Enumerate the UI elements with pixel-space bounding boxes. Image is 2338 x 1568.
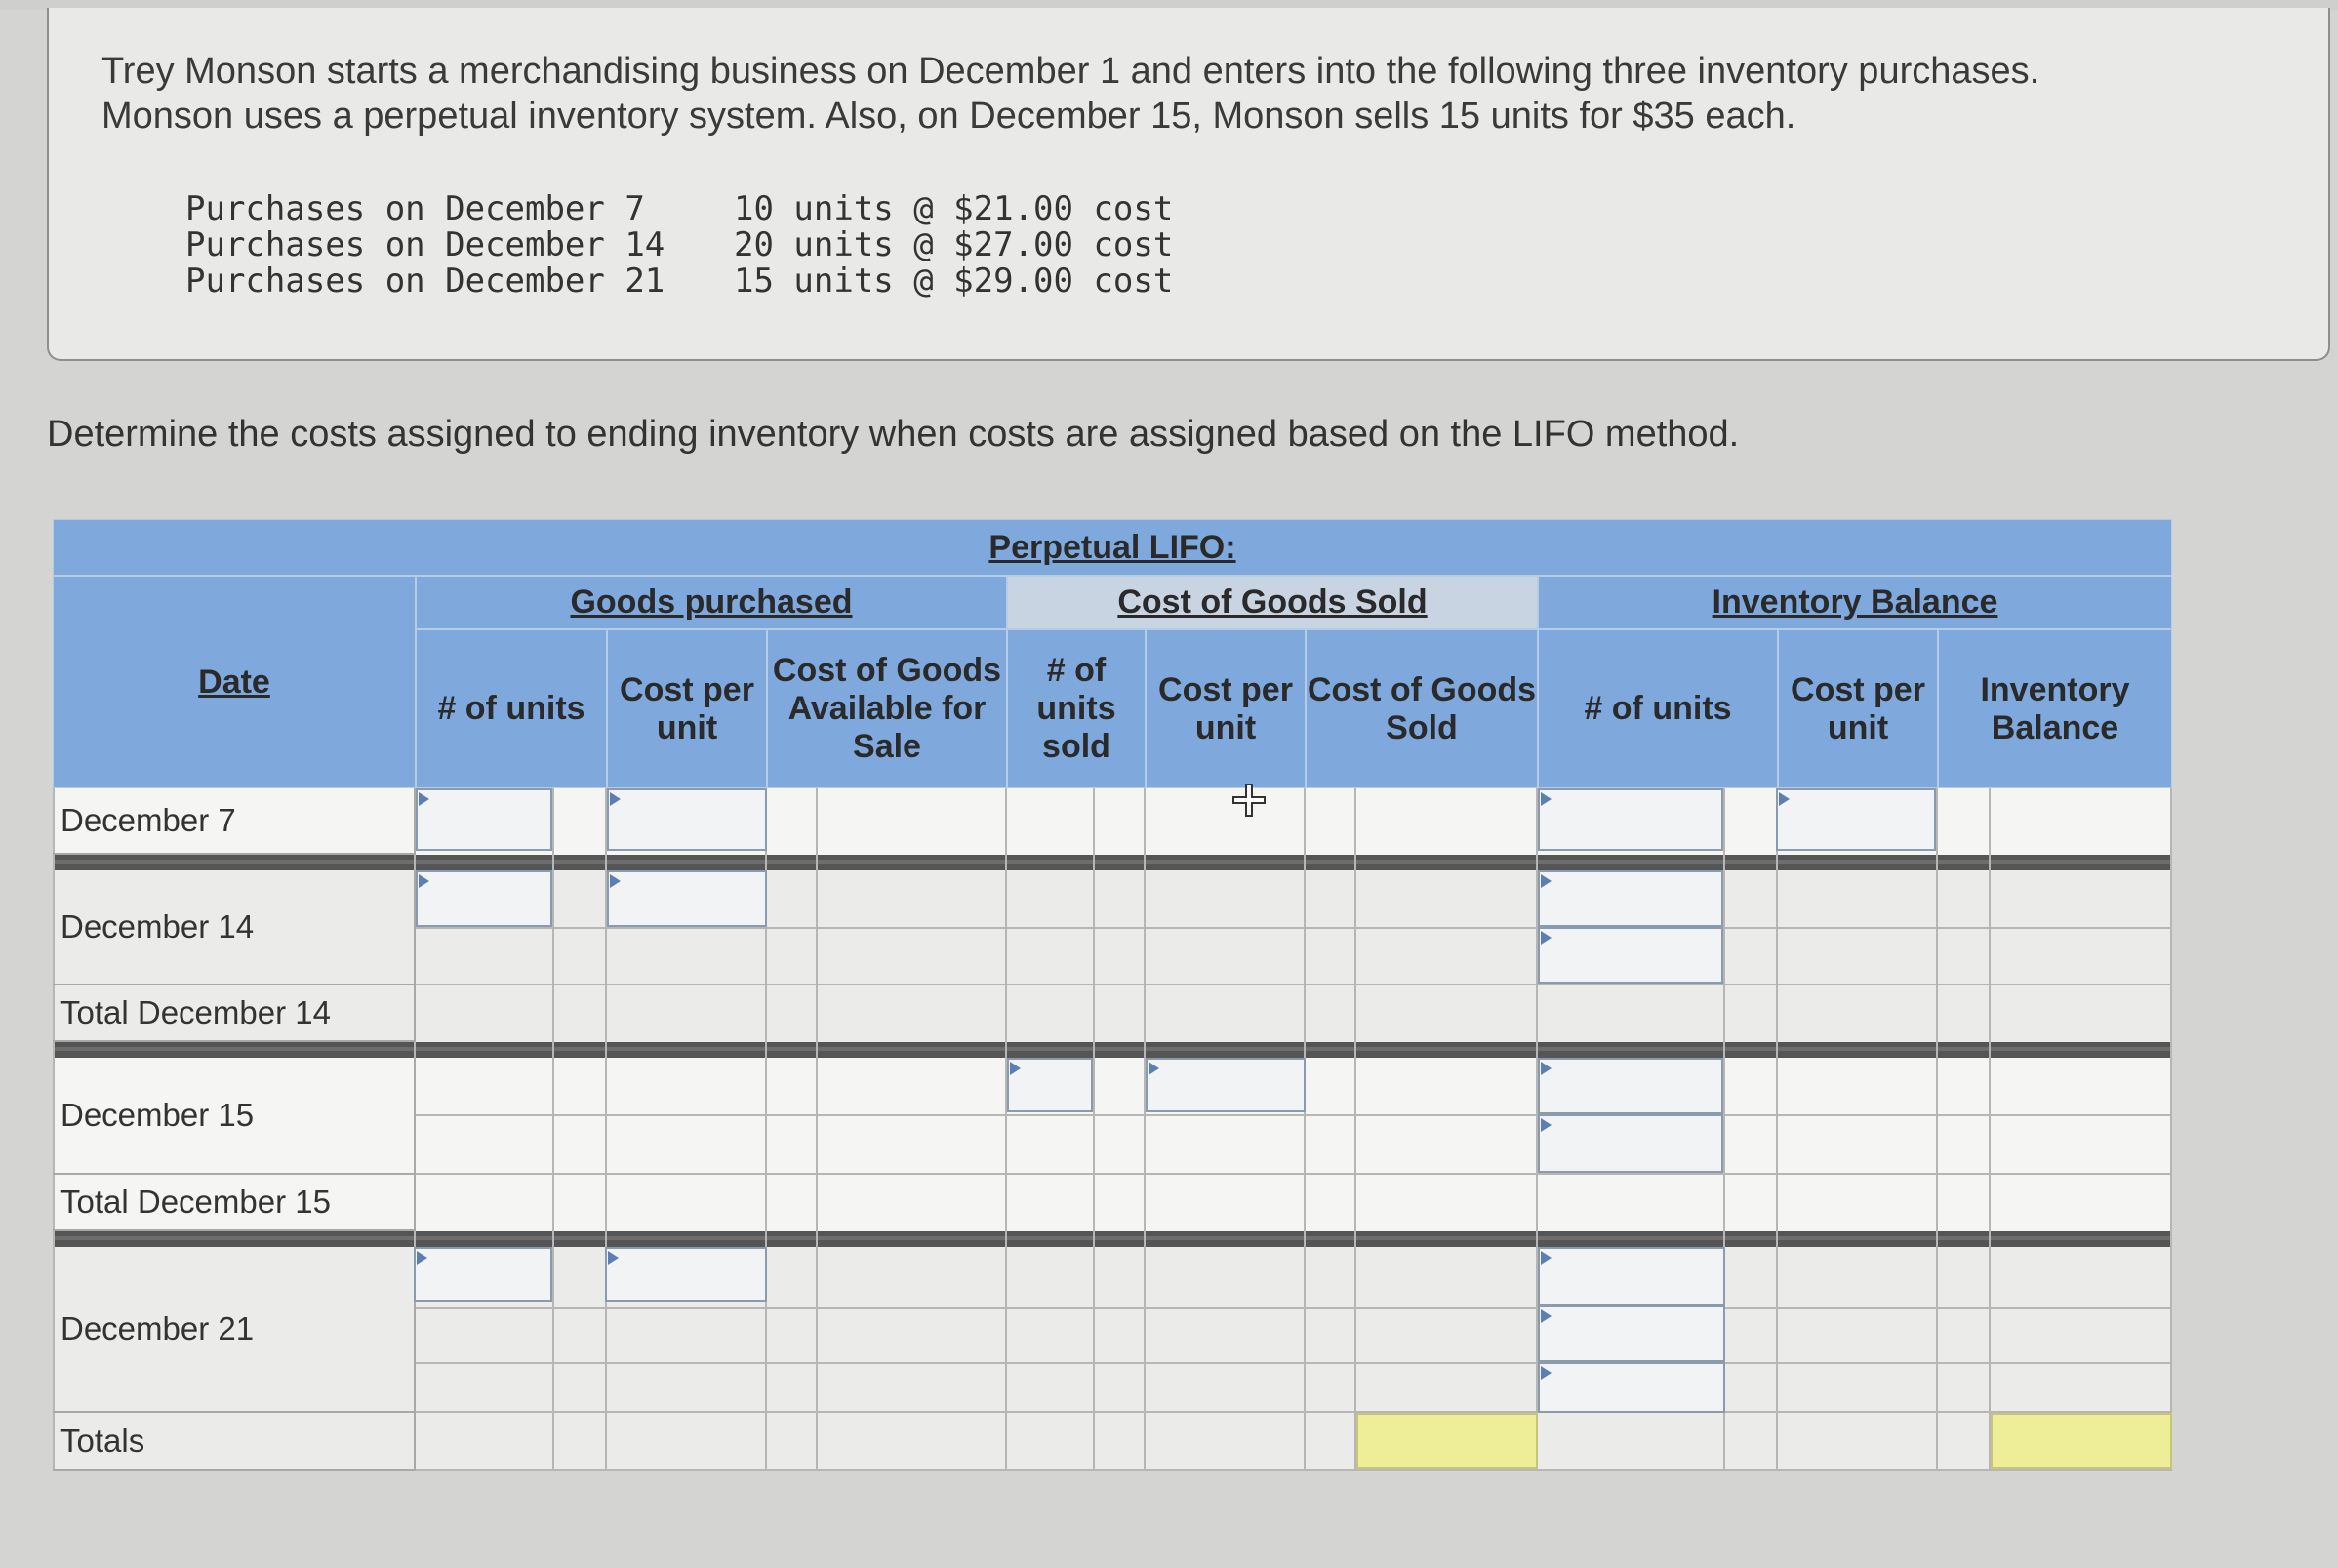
header-cogs-cost: Cost per unit bbox=[1146, 629, 1306, 788]
total-inventory-balance-cell[interactable] bbox=[1991, 1413, 2172, 1469]
section-separator bbox=[53, 1231, 2172, 1247]
row-label-dec7: December 7 bbox=[53, 788, 416, 855]
section-separator bbox=[53, 1042, 2172, 1058]
purchase-row bbox=[185, 191, 1173, 227]
row-label-total-dec14: Total December 14 bbox=[53, 985, 416, 1042]
input-dec15-balance-units-2[interactable] bbox=[1538, 1114, 1723, 1173]
grid-line bbox=[2170, 788, 2172, 1471]
worksheet-title: Perpetual LIFO: bbox=[988, 528, 1236, 566]
problem-line-1: Trey Monson starts a merchandising business on December 1 and enters into the following three inventory purchases. bbox=[101, 51, 2040, 92]
purchase-detail: 10 units @ $21.00 cost bbox=[734, 189, 1174, 228]
grid-line bbox=[1304, 788, 1306, 1471]
header-ib-cost: Cost per unit bbox=[1778, 629, 1938, 788]
grid-line bbox=[1776, 788, 1778, 1471]
input-dec21-purchased-units[interactable] bbox=[414, 1247, 552, 1302]
row-label-dec15: December 15 bbox=[53, 1058, 416, 1175]
input-dec7-balance-units[interactable] bbox=[1538, 788, 1723, 851]
row-label-totals: Totals bbox=[53, 1413, 416, 1471]
grid-line bbox=[414, 927, 2172, 929]
input-dec7-balance-cost[interactable] bbox=[1776, 788, 1936, 851]
grid-line bbox=[1989, 788, 1991, 1471]
row-label-dec21: December 21 bbox=[53, 1247, 416, 1413]
purchases-list bbox=[185, 191, 1173, 300]
purchase-row bbox=[185, 263, 1173, 300]
input-dec21-balance-units-1[interactable] bbox=[1538, 1247, 1725, 1306]
question-text: Determine the costs assigned to ending inventory when costs are assigned based on the LIFO method. bbox=[47, 414, 1740, 455]
header-inventory-balance-label: Inventory Balance bbox=[1712, 583, 1998, 621]
section-separator bbox=[53, 855, 2172, 870]
row-label-dec14: December 14 bbox=[53, 870, 416, 985]
header-date-label: Date bbox=[198, 663, 270, 701]
header-ib-balance: Inventory Balance bbox=[1938, 629, 2172, 788]
header-date bbox=[53, 576, 416, 788]
input-dec14-purchased-units[interactable] bbox=[416, 870, 552, 927]
grid-line bbox=[1354, 788, 1356, 1471]
purchase-row bbox=[185, 227, 1173, 263]
input-dec15-sold-units[interactable] bbox=[1007, 1058, 1093, 1112]
input-dec21-balance-units-3[interactable] bbox=[1538, 1362, 1725, 1413]
header-gp-units: # of units bbox=[416, 629, 607, 788]
grid-line bbox=[1144, 788, 1146, 1471]
problem-text bbox=[101, 49, 2199, 139]
input-dec15-balance-units-1[interactable] bbox=[1538, 1058, 1723, 1114]
input-dec15-sold-cost[interactable] bbox=[1146, 1058, 1306, 1112]
header-cogs bbox=[1007, 576, 1538, 629]
header-goods-purchased-label: Goods purchased bbox=[570, 583, 853, 621]
grid-line bbox=[414, 1307, 2172, 1309]
purchase-label: Purchases on December 21 bbox=[185, 261, 665, 301]
input-dec14-balance-units-2[interactable] bbox=[1538, 927, 1723, 984]
grid-line bbox=[552, 788, 554, 1471]
purchase-label: Purchases on December 14 bbox=[185, 225, 665, 264]
grid-line bbox=[816, 788, 818, 1471]
input-dec7-purchased-units[interactable] bbox=[416, 788, 552, 851]
header-inventory-balance bbox=[1538, 576, 2172, 629]
grid-line bbox=[414, 1114, 2172, 1116]
header-cogs-label: Cost of Goods Sold bbox=[1117, 583, 1428, 621]
grid-line bbox=[1093, 788, 1095, 1471]
header-gp-cost: Cost per unit bbox=[607, 629, 767, 788]
problem-line-2: Monson uses a perpetual inventory system. Also, on December 15, Monson sells 15 units for $35 each. bbox=[101, 96, 1796, 137]
header-gp-available: Cost of Goods Available for Sale bbox=[767, 629, 1007, 788]
purchase-detail: 20 units @ $27.00 cost bbox=[734, 225, 1174, 264]
row-label-total-dec15: Total December 15 bbox=[53, 1175, 416, 1231]
total-cogs-cell[interactable] bbox=[1356, 1413, 1538, 1469]
input-dec14-purchased-cost[interactable] bbox=[607, 870, 767, 927]
header-goods-purchased bbox=[416, 576, 1007, 629]
header-cogs-total: Cost of Goods Sold bbox=[1306, 629, 1538, 788]
lifo-worksheet bbox=[53, 519, 2172, 1471]
cursor-crosshair-icon bbox=[1231, 783, 1267, 818]
header-ib-units: # of units bbox=[1538, 629, 1778, 788]
grid-line bbox=[1005, 788, 1007, 1471]
purchase-label: Purchases on December 7 bbox=[185, 189, 645, 228]
input-dec21-balance-units-2[interactable] bbox=[1538, 1306, 1725, 1362]
input-dec14-balance-units-1[interactable] bbox=[1538, 870, 1723, 927]
grid-line bbox=[414, 1362, 2172, 1364]
grid-line bbox=[1936, 788, 1938, 1471]
header-cogs-units: # of units sold bbox=[1007, 629, 1146, 788]
input-dec21-purchased-cost[interactable] bbox=[605, 1247, 767, 1302]
input-dec7-purchased-cost[interactable] bbox=[607, 788, 767, 851]
purchase-detail: 15 units @ $29.00 cost bbox=[734, 261, 1174, 301]
worksheet-title-bar bbox=[53, 519, 2172, 576]
